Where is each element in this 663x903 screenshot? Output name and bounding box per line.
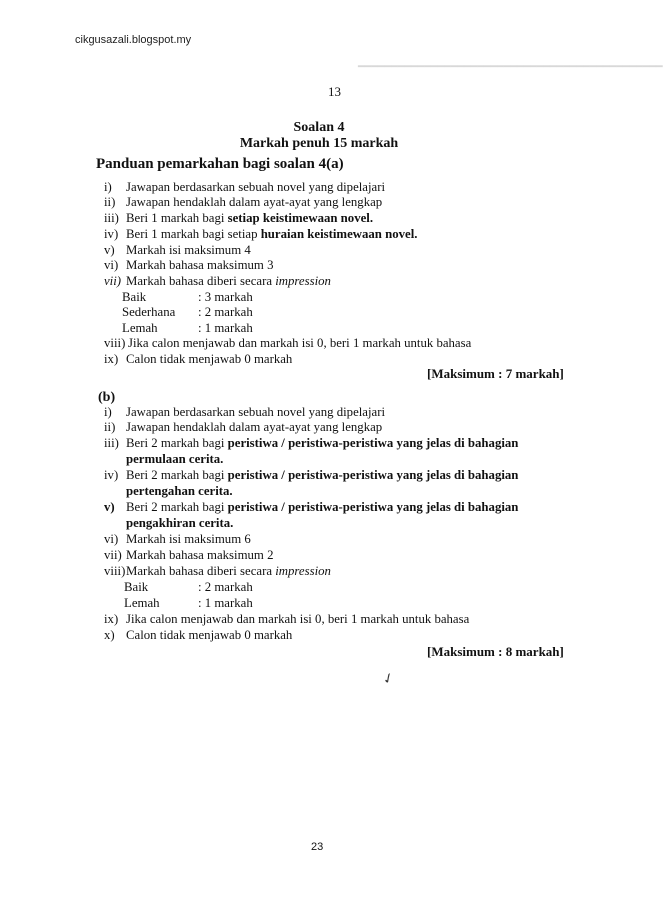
scale-row: Baik : 2 markah — [124, 580, 253, 594]
list-item: vi) Markah isi maksimum 6 — [104, 532, 251, 546]
list-item-continuation: permulaan cerita. — [126, 452, 224, 466]
scale-row: Lemah : 1 markah — [124, 596, 253, 610]
scale-row: Baik : 3 markah — [122, 290, 253, 304]
question-title: Soalan 4 — [293, 120, 345, 135]
section-a-heading: Panduan pemarkahan bagi soalan 4(a) — [96, 156, 344, 172]
list-item: viii) Jika calon menjawab dan markah isi 0, beri 1 markah untuk bahasa — [104, 336, 472, 350]
list-item: ii) Jawapan hendaklah dalam ayat-ayat yang lengkap — [104, 195, 383, 209]
list-item: viii)Markah bahasa diberi secara impression — [104, 564, 331, 578]
list-item: ix) Calon tidak menjawab 0 markah — [104, 352, 293, 366]
site-url: cikgusazali.blogspot.my — [75, 34, 192, 46]
section-b-label: (b) — [98, 390, 116, 405]
pen-mark: ✓ — [380, 670, 398, 689]
list-item: i) Jawapan berdasarkan sebuah novel yang dipelajari — [104, 405, 386, 419]
show-through-text: ━━━━━━━━━━━━━━━━━━━━━━━━━━━━━━━━━━━━━━━━━━━━━━ — [358, 61, 663, 73]
list-item: i) Jawapan berdasarkan sebuah novel yang dipelajari — [104, 180, 386, 194]
list-item: v) Beri 2 markah bagi peristiwa / peristiwa-peristiwa yang jelas di bahagian — [104, 500, 519, 514]
list-item-continuation: pertengahan cerita. — [126, 484, 233, 498]
list-item: iii) Beri 2 markah bagi peristiwa / peristiwa-peristiwa yang jelas di bahagian — [104, 436, 519, 450]
section-a-max: [Maksimum : 7 markah] — [427, 366, 564, 381]
list-item: iii) Beri 1 markah bagi setiap keistimewaan novel. — [104, 211, 374, 225]
list-item: iv) Beri 2 markah bagi peristiwa / peristiwa-peristiwa yang jelas di bahagian — [104, 468, 519, 482]
list-item: ix) Jika calon menjawab dan markah isi 0, beri 1 markah untuk bahasa — [104, 612, 470, 626]
section-b-max: [Maksimum : 8 markah] — [427, 644, 564, 659]
scale-row: Sederhana : 2 markah — [122, 305, 253, 319]
list-item: vii) Markah bahasa maksimum 2 — [104, 548, 274, 562]
list-item: v) Markah isi maksimum 4 — [104, 243, 251, 257]
question-marks: Markah penuh 15 markah — [239, 136, 399, 151]
list-item-continuation: pengakhiran cerita. — [126, 516, 234, 530]
scale-row: Lemah : 1 markah — [122, 321, 253, 335]
page-number-top: 13 — [328, 84, 341, 99]
list-item: iv) Beri 1 markah bagi setiap huraian keistimewaan novel. — [104, 227, 418, 241]
list-item: vi) Markah bahasa maksimum 3 — [104, 258, 274, 272]
list-item: x) Calon tidak menjawab 0 markah — [104, 628, 293, 642]
list-item: vii) Markah bahasa diberi secara impression — [104, 274, 331, 288]
list-item: ii) Jawapan hendaklah dalam ayat-ayat yang lengkap — [104, 420, 383, 434]
page-number: 23 — [311, 841, 324, 853]
